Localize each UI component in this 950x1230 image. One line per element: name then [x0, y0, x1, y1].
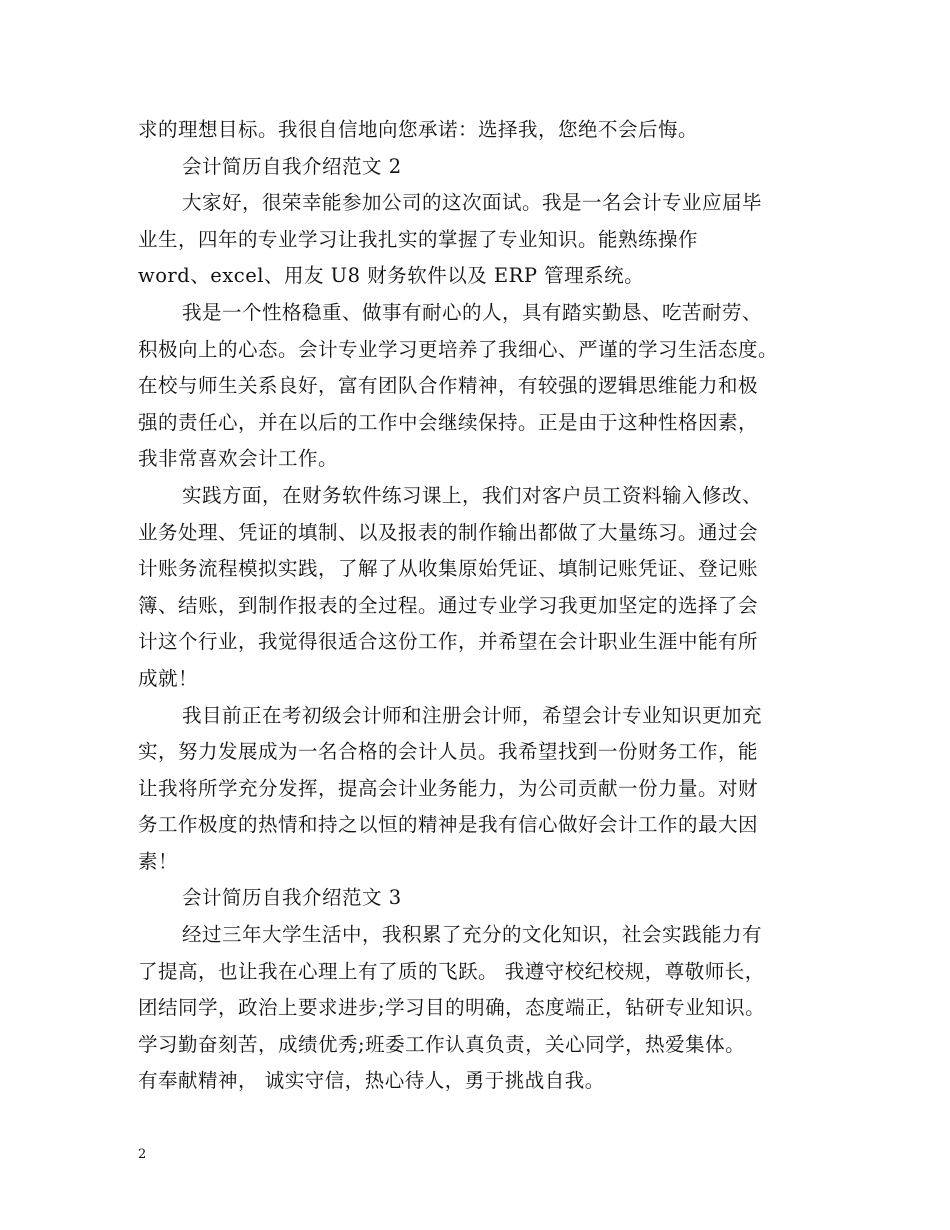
page-number: 2 [138, 1147, 147, 1162]
text-line: 了提高，也让我在心理上有了质的飞跃。 我遵守校纪校规，尊敬师长， [138, 959, 765, 983]
text-line: 业生，四年的专业学习让我扎实的掌握了专业知识。能熟练操作 [138, 227, 699, 251]
text-line: 在校与师生关系良好，富有团队合作精神，有较强的逻辑思维能力和极 [138, 374, 759, 398]
text-line: 实践方面，在财务软件练习课上，我们对客户员工资料输入修改、 [182, 483, 763, 507]
text-line: 求的理想目标。我很自信地向您承诺：选择我，您绝不会后悔。 [138, 118, 699, 141]
text-line: 强的责任心，并在以后的工作中会继续保持。正是由于这种性格因素， [138, 410, 759, 434]
text-line: 计这个行业，我觉得很适合这份工作，并希望在会计职业生涯中能有所 [138, 630, 759, 654]
text-line: 业务处理、凭证的填制、以及报表的制作输出都做了大量练习。通过会 [138, 520, 759, 544]
text-line: 积极向上的心态。会计专业学习更培养了我细心、严谨的学习生活态度。 [138, 337, 779, 361]
text-line: 我目前正在考初级会计师和注册会计师，希望会计专业知识更加充 [182, 703, 763, 727]
text-line: 大家好，很荣幸能参加公司的这次面试。我是一名会计专业应届毕 [182, 191, 763, 215]
text-line: 我非常喜欢会计工作。 [138, 447, 339, 471]
text-line: 实，努力发展成为一名合格的会计人员。我希望找到一份财务工作，能 [138, 740, 759, 764]
text-line: 我是一个性格稳重、做事有耐心的人，具有踏实勤恳、吃苦耐劳、 [182, 300, 763, 324]
text-line: word、excel、用友 U8 财务软件以及 ERP 管理系统。 [138, 264, 645, 288]
text-line: 学习勤奋刻苦，成绩优秀;班委工作认真负责，关心同学，热爱集体。 [138, 1032, 746, 1056]
text-line: 务工作极度的热情和持之以恒的精神是我有信心做好会计工作的最大因 [138, 813, 759, 837]
text-line: 素！ [138, 849, 179, 873]
text-line: 计账务流程模拟实践，了解了从收集原始凭证、填制记账凭证、登记账 [138, 557, 759, 581]
text-line: 成就！ [138, 666, 199, 690]
text-line: 经过三年大学生活中，我积累了充分的文化知识，社会实践能力有 [182, 923, 763, 947]
text-line: 让我将所学充分发挥，提高会计业务能力，为公司贡献一份力量。对财 [138, 776, 759, 800]
text-line: 簿、结账，到制作报表的全过程。通过专业学习我更加坚定的选择了会 [138, 593, 759, 617]
text-line: 团结同学，政治上要求进步;学习目的明确，态度端正，钻研专业知识。 [138, 996, 766, 1020]
text-line: 会计简历自我介绍范文 2 [182, 154, 402, 178]
document-body [138, 112, 828, 1100]
text-line: 有奉献精神， 诚实守信，热心待人，勇于挑战自我。 [138, 1069, 605, 1093]
text-line: 会计简历自我介绍范文 3 [182, 886, 402, 910]
